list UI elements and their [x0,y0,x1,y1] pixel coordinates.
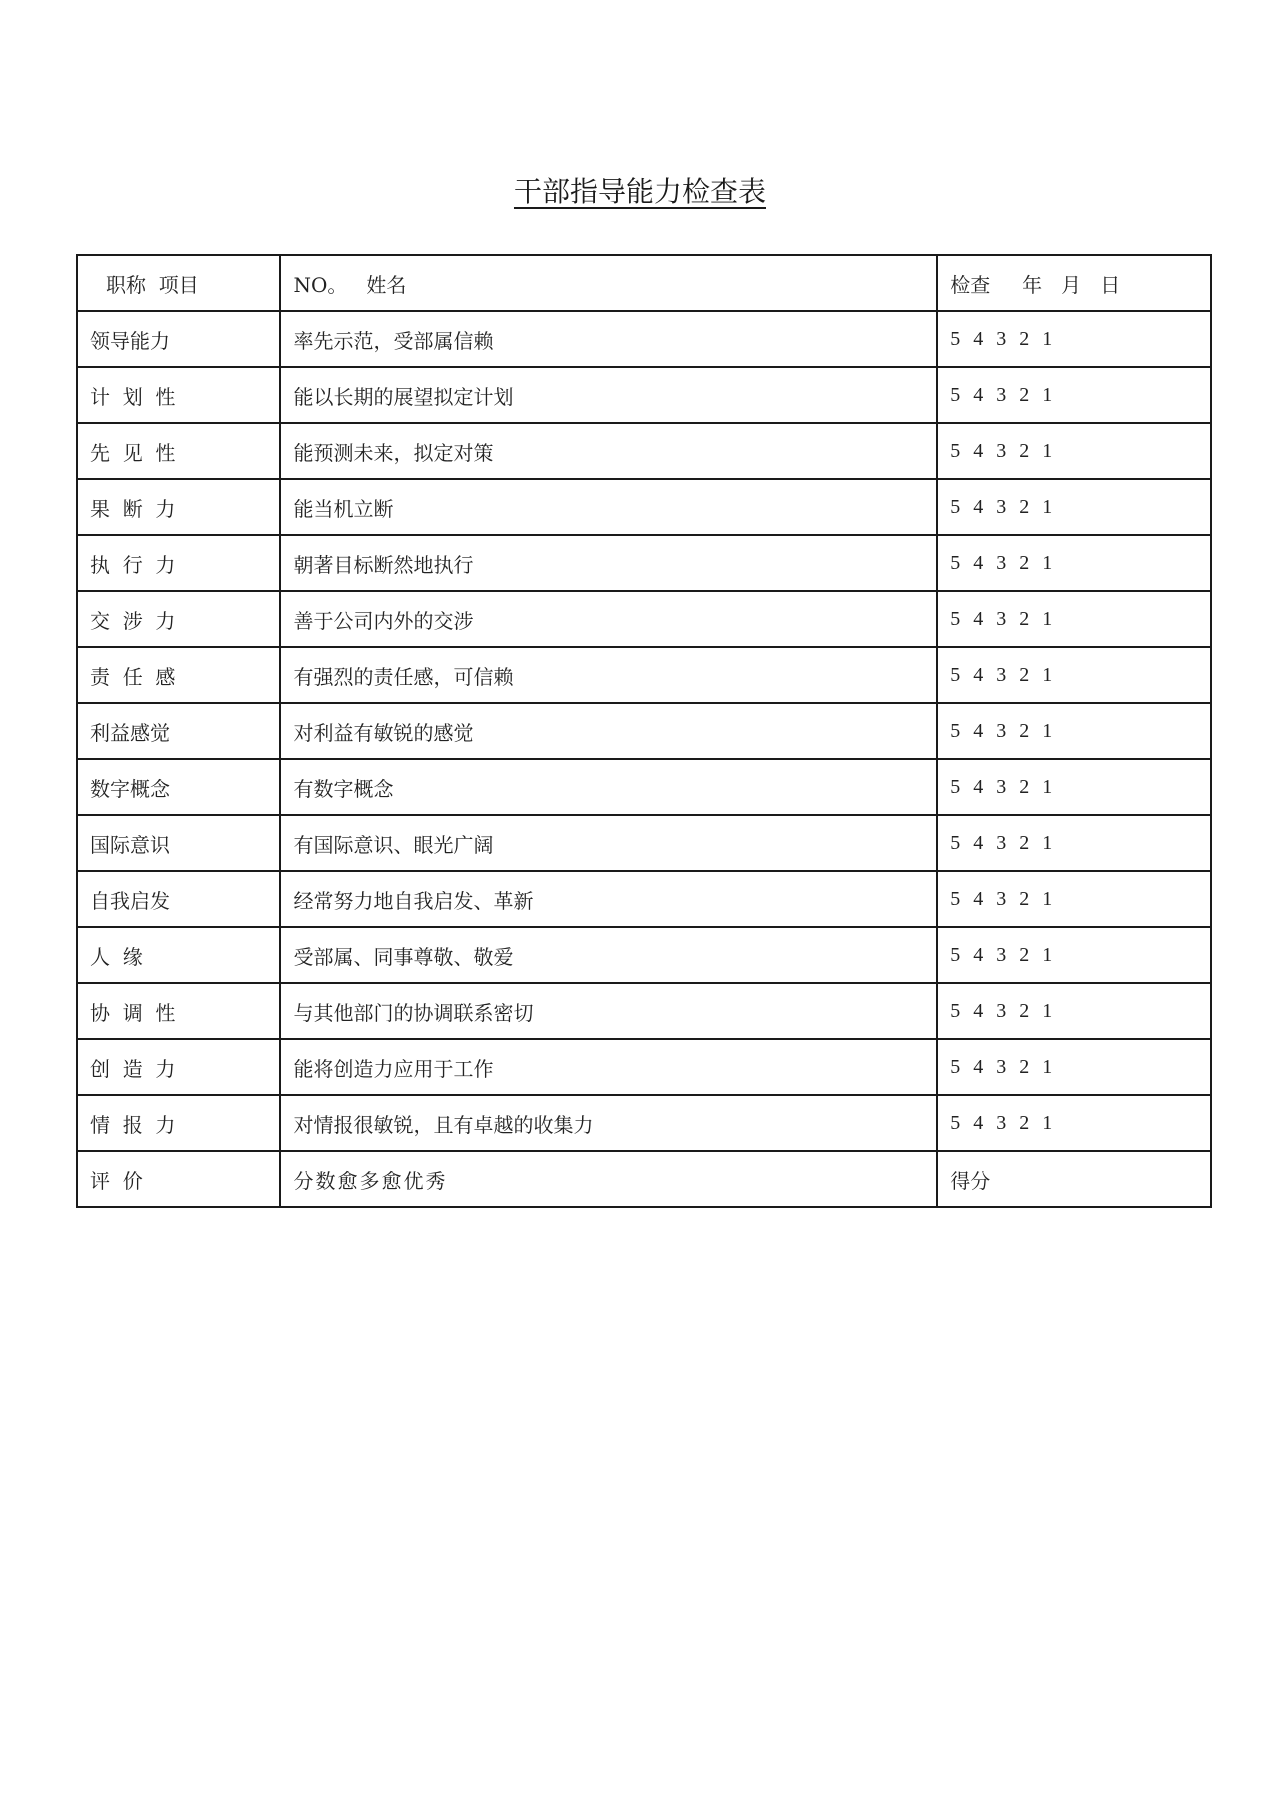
item-cell: 数字概念 [77,759,280,815]
score-cell[interactable]: 5 4 3 2 1 [937,311,1211,367]
item-cell: 责 任 感 [77,647,280,703]
score-cell[interactable]: 5 4 3 2 1 [937,1095,1211,1151]
item-cell: 利益感觉 [77,703,280,759]
page-title-text: 干部指导能力检查表 [513,175,766,208]
desc-cell: 能将创造力应用于工作 [280,1039,937,1095]
table-row [77,535,1211,591]
desc-cell: 朝著目标断然地执行 [280,535,937,591]
score-cell[interactable]: 5 4 3 2 1 [937,983,1211,1039]
score-cell[interactable]: 5 4 3 2 1 [937,647,1211,703]
desc-cell: 善于公司内外的交涉 [280,591,937,647]
desc-cell: 有数字概念 [280,759,937,815]
score-cell[interactable]: 5 4 3 2 1 [937,423,1211,479]
score-cell[interactable]: 5 4 3 2 1 [937,479,1211,535]
header-date-cell[interactable]: 检查 年 月 日 [937,255,1211,311]
item-cell: 领导能力 [77,311,280,367]
table-footer-row [77,1151,1211,1207]
evaluation-note-cell: 分数愈多愈优秀 [280,1151,937,1207]
score-cell[interactable]: 5 4 3 2 1 [937,703,1211,759]
table-row [77,479,1211,535]
item-cell: 先 见 性 [77,423,280,479]
table-row [77,367,1211,423]
page-title [0,170,1280,210]
desc-cell: 对利益有敏锐的感觉 [280,703,937,759]
item-cell: 人 缘 [77,927,280,983]
desc-cell: 有国际意识、眼光广阔 [280,815,937,871]
table-row [77,927,1211,983]
item-cell: 计 划 性 [77,367,280,423]
desc-cell: 率先示范，受部属信赖 [280,311,937,367]
score-cell[interactable]: 5 4 3 2 1 [937,871,1211,927]
table-header-row [77,255,1211,311]
desc-cell: 能当机立断 [280,479,937,535]
table-row [77,759,1211,815]
item-cell: 协 调 性 [77,983,280,1039]
score-cell[interactable]: 5 4 3 2 1 [937,367,1211,423]
table-row [77,983,1211,1039]
table-row [77,591,1211,647]
table-row [77,815,1211,871]
table-row [77,703,1211,759]
item-cell: 执 行 力 [77,535,280,591]
score-cell[interactable]: 5 4 3 2 1 [937,1039,1211,1095]
score-cell[interactable]: 5 4 3 2 1 [937,815,1211,871]
header-item-cell: 职称 项目 [77,255,280,311]
header-name-cell[interactable]: NO。 姓名 [280,255,937,311]
leadership-check-table [76,254,1212,1208]
item-cell: 自我启发 [77,871,280,927]
desc-cell: 受部属、同事尊敬、敬爱 [280,927,937,983]
table-row [77,871,1211,927]
item-cell: 情 报 力 [77,1095,280,1151]
desc-cell: 有强烈的责任感，可信赖 [280,647,937,703]
desc-cell: 能以长期的展望拟定计划 [280,367,937,423]
table-row [77,311,1211,367]
item-cell: 国际意识 [77,815,280,871]
total-score-cell[interactable]: 得分 [937,1151,1211,1207]
score-cell[interactable]: 5 4 3 2 1 [937,535,1211,591]
table-row [77,647,1211,703]
item-cell: 果 断 力 [77,479,280,535]
item-cell: 创 造 力 [77,1039,280,1095]
score-cell[interactable]: 5 4 3 2 1 [937,927,1211,983]
table-row [77,1039,1211,1095]
item-cell: 交 涉 力 [77,591,280,647]
desc-cell: 与其他部门的协调联系密切 [280,983,937,1039]
score-cell[interactable]: 5 4 3 2 1 [937,591,1211,647]
desc-cell: 经常努力地自我启发、革新 [280,871,937,927]
evaluation-label-cell: 评 价 [77,1151,280,1207]
desc-cell: 对情报很敏锐，且有卓越的收集力 [280,1095,937,1151]
score-cell[interactable]: 5 4 3 2 1 [937,759,1211,815]
table-row [77,423,1211,479]
desc-cell: 能预测未来，拟定对策 [280,423,937,479]
table-row [77,1095,1211,1151]
